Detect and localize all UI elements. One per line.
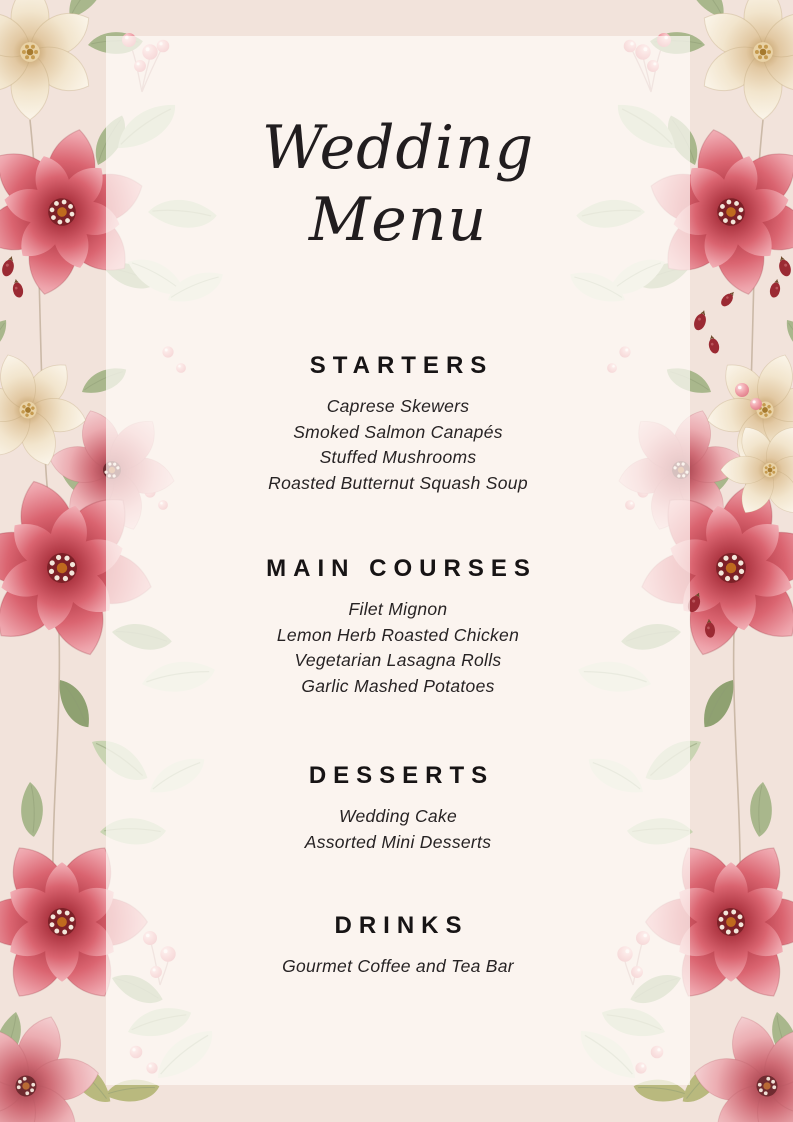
menu-item: Lemon Herb Roasted Chicken xyxy=(276,624,520,645)
section-heading-drinks: DRINKS xyxy=(334,912,469,939)
section-starters xyxy=(106,351,690,496)
menu-item: Vegetarian Lasagna Rolls xyxy=(294,650,502,670)
menu-item: Caprese Skewers xyxy=(326,396,470,416)
section-drinks xyxy=(106,911,690,980)
main-courses-items xyxy=(106,597,690,699)
menu-item: Roasted Butternut Squash Soup xyxy=(268,472,528,493)
title-line-wedding: Wedding xyxy=(261,113,535,183)
drinks-items xyxy=(106,954,690,980)
menu-item: Filet Mignon xyxy=(348,599,448,619)
section-heading-starters: STARTERS xyxy=(309,352,494,379)
title-line-menu: Menu xyxy=(308,185,488,255)
menu-item: Smoked Salmon Canapés xyxy=(293,421,503,442)
menu-item: Assorted Mini Desserts xyxy=(304,831,492,852)
section-heading-main-courses: MAIN COURSES xyxy=(266,555,537,582)
section-desserts xyxy=(106,761,690,855)
menu-item: Garlic Mashed Potatoes xyxy=(301,675,495,696)
menu-panel xyxy=(106,36,690,1085)
section-main-courses xyxy=(106,554,690,699)
menu-title xyxy=(106,112,690,256)
section-heading-desserts: DESSERTS xyxy=(308,762,495,789)
desserts-items xyxy=(106,804,690,855)
starters-items xyxy=(106,394,690,496)
menu-item: Wedding Cake xyxy=(338,806,458,826)
menu-item: Gourmet Coffee and Tea Bar xyxy=(282,956,514,976)
menu-item: Stuffed Mushrooms xyxy=(319,447,477,467)
